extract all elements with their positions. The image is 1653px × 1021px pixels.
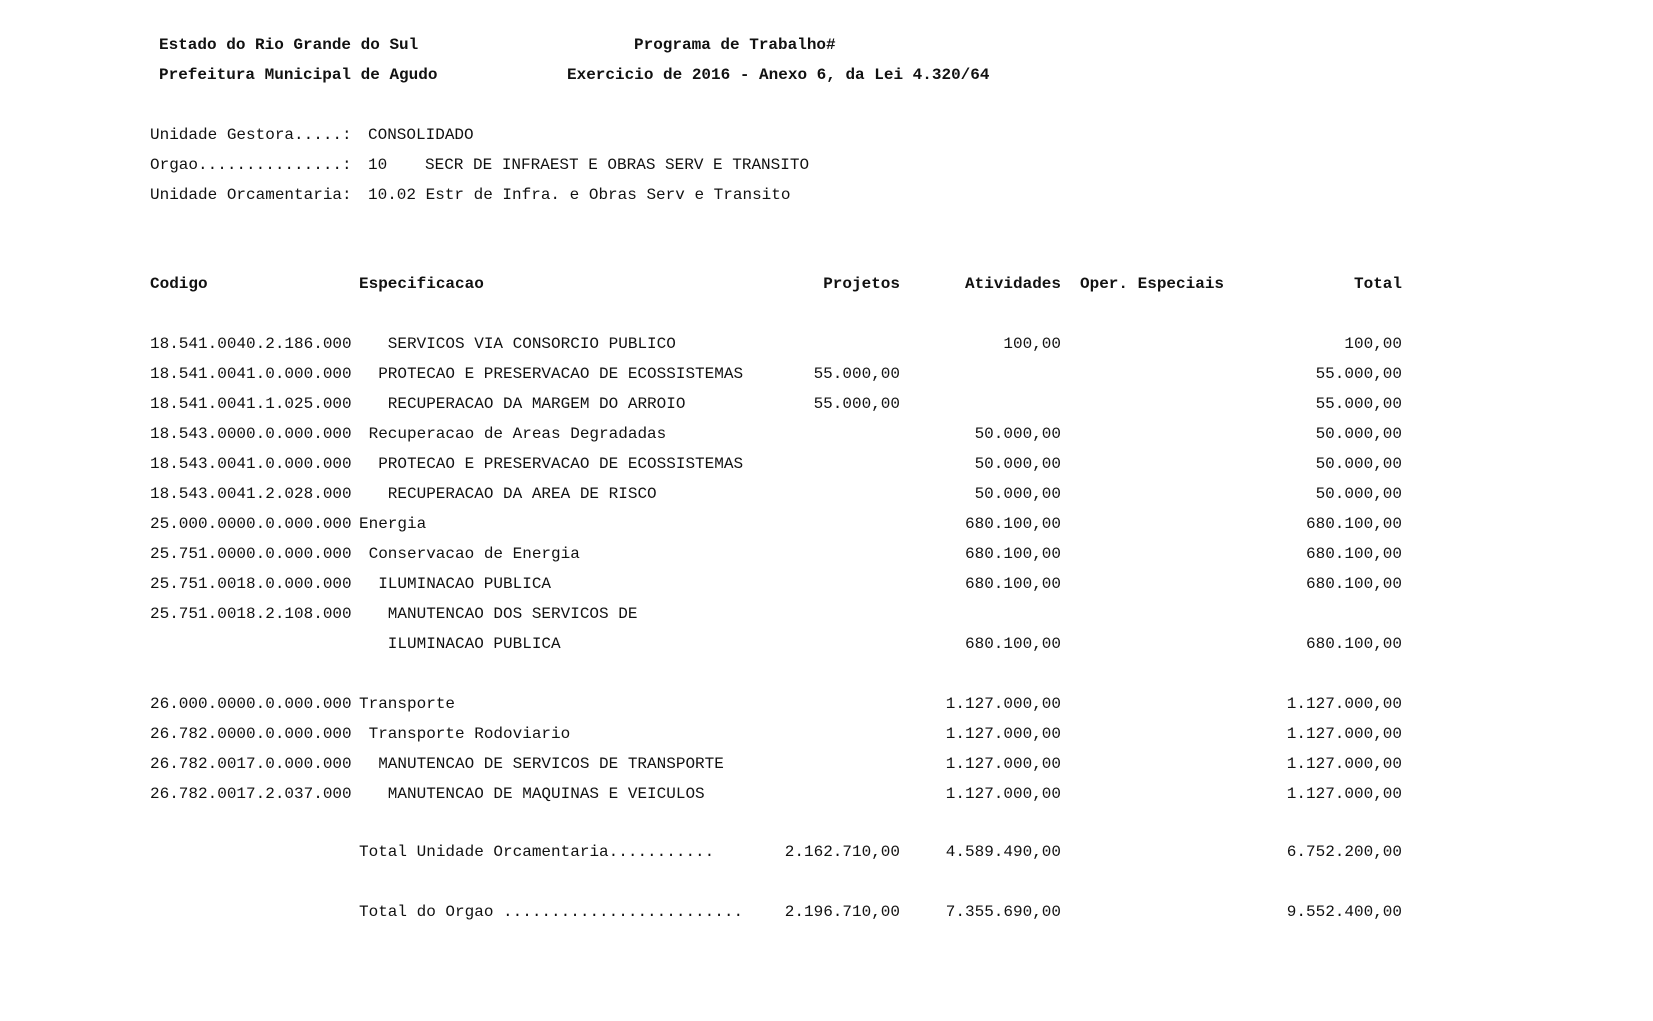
row-codigo: 18.541.0040.2.186.000: [150, 335, 352, 353]
row-atividades: 680.100,00: [964, 575, 1061, 593]
row-codigo: 18.543.0000.0.000.000: [150, 425, 352, 443]
column-header-especificacao: Especificacao: [359, 275, 484, 293]
row-atividades: 680.100,00: [964, 545, 1061, 563]
row-codigo: 18.541.0041.0.000.000: [150, 365, 352, 383]
row-total: 680.100,00: [1305, 575, 1402, 593]
total-label: Total Unidade Orcamentaria...........: [359, 843, 715, 861]
row-total: 680.100,00: [1305, 635, 1402, 653]
row-projetos: 55.000,00: [813, 365, 900, 383]
row-especificacao: ILUMINACAO PUBLICA: [387, 635, 561, 653]
row-total: 50.000,00: [1315, 455, 1402, 473]
row-total: 1.127.000,00: [1286, 725, 1402, 743]
row-atividades: 680.100,00: [964, 635, 1061, 653]
row-codigo: 26.782.0017.2.037.000: [150, 785, 352, 803]
row-total: 55.000,00: [1315, 395, 1402, 413]
row-especificacao: Transporte: [359, 695, 456, 713]
column-header-total: Total: [1353, 275, 1402, 293]
row-atividades: 680.100,00: [964, 515, 1061, 533]
row-atividades: 1.127.000,00: [945, 755, 1061, 773]
row-codigo: 26.782.0000.0.000.000: [150, 725, 352, 743]
row-total: 1.127.000,00: [1286, 785, 1402, 803]
row-especificacao: RECUPERACAO DA MARGEM DO ARROIO: [387, 395, 686, 413]
row-projetos: 55.000,00: [813, 395, 900, 413]
orgao-name: SECR DE INFRAEST E OBRAS SERV E TRANSITO: [425, 156, 810, 174]
total-total: 6.752.200,00: [1286, 843, 1402, 861]
row-especificacao: PROTECAO E PRESERVACAO DE ECOSSISTEMAS: [378, 455, 744, 473]
row-codigo: 18.541.0041.1.025.000: [150, 395, 352, 413]
row-codigo: 25.751.0018.0.000.000: [150, 575, 352, 593]
row-atividades: 50.000,00: [974, 425, 1061, 443]
row-especificacao: SERVICOS VIA CONSORCIO PUBLICO: [387, 335, 676, 353]
orgao-code: 10: [368, 156, 388, 174]
row-especificacao: ILUMINACAO PUBLICA: [378, 575, 552, 593]
total-total: 9.552.400,00: [1286, 903, 1402, 921]
row-atividades: 50.000,00: [974, 455, 1061, 473]
row-especificacao: MANUTENCAO DE MAQUINAS E VEICULOS: [387, 785, 705, 803]
row-total: 680.100,00: [1305, 515, 1402, 533]
row-especificacao: Recuperacao de Areas Degradadas: [368, 425, 667, 443]
row-atividades: 1.127.000,00: [945, 725, 1061, 743]
column-header-codigo: Codigo: [150, 275, 208, 293]
row-total: 50.000,00: [1315, 425, 1402, 443]
row-total: 1.127.000,00: [1286, 695, 1402, 713]
exercise-title: Exercicio de 2016 - Anexo 6, da Lei 4.320/64: [567, 66, 990, 84]
unidade-gestora-label: Unidade Gestora.....:: [150, 126, 352, 144]
total-projetos: 2.196.710,00: [784, 903, 900, 921]
municipality-title: Prefeitura Municipal de Agudo: [159, 66, 438, 84]
total-atividades: 4.589.490,00: [945, 843, 1061, 861]
row-codigo: 25.751.0018.2.108.000: [150, 605, 352, 623]
orgao-label: Orgao...............:: [150, 156, 352, 174]
row-especificacao: Transporte Rodoviario: [368, 725, 571, 743]
row-especificacao: MANUTENCAO DOS SERVICOS DE: [387, 605, 638, 623]
row-codigo: 25.000.0000.0.000.000: [150, 515, 352, 533]
row-codigo: 26.000.0000.0.000.000: [150, 695, 352, 713]
column-header-projetos: Projetos: [823, 275, 900, 293]
column-header-oper-especiais: Oper. Especiais: [1080, 275, 1225, 293]
row-total: 1.127.000,00: [1286, 755, 1402, 773]
unidade-gestora-value: CONSOLIDADO: [368, 126, 474, 144]
column-header-atividades: Atividades: [964, 275, 1061, 293]
row-especificacao: Energia: [359, 515, 427, 533]
total-projetos: 2.162.710,00: [784, 843, 900, 861]
row-atividades: 1.127.000,00: [945, 785, 1061, 803]
unidade-orcamentaria-label: Unidade Orcamentaria:: [150, 186, 352, 204]
program-title: Programa de Trabalho#: [634, 36, 836, 54]
row-especificacao: Conservacao de Energia: [368, 545, 580, 563]
row-especificacao: PROTECAO E PRESERVACAO DE ECOSSISTEMAS: [378, 365, 744, 383]
row-especificacao: RECUPERACAO DA AREA DE RISCO: [387, 485, 657, 503]
row-atividades: 100,00: [1003, 335, 1061, 353]
row-codigo: 26.782.0017.0.000.000: [150, 755, 352, 773]
row-especificacao: MANUTENCAO DE SERVICOS DE TRANSPORTE: [378, 755, 724, 773]
row-atividades: 50.000,00: [974, 485, 1061, 503]
total-atividades: 7.355.690,00: [945, 903, 1061, 921]
row-total: 55.000,00: [1315, 365, 1402, 383]
row-total: 680.100,00: [1305, 545, 1402, 563]
row-codigo: 18.543.0041.0.000.000: [150, 455, 352, 473]
unidade-orcamentaria-value: 10.02 Estr de Infra. e Obras Serv e Transito: [368, 186, 791, 204]
row-total: 100,00: [1344, 335, 1402, 353]
total-label: Total do Orgao .........................: [359, 903, 744, 921]
row-total: 50.000,00: [1315, 485, 1402, 503]
row-codigo: 25.751.0000.0.000.000: [150, 545, 352, 563]
row-atividades: 1.127.000,00: [945, 695, 1061, 713]
row-codigo: 18.543.0041.2.028.000: [150, 485, 352, 503]
state-title: Estado do Rio Grande do Sul: [159, 36, 419, 54]
